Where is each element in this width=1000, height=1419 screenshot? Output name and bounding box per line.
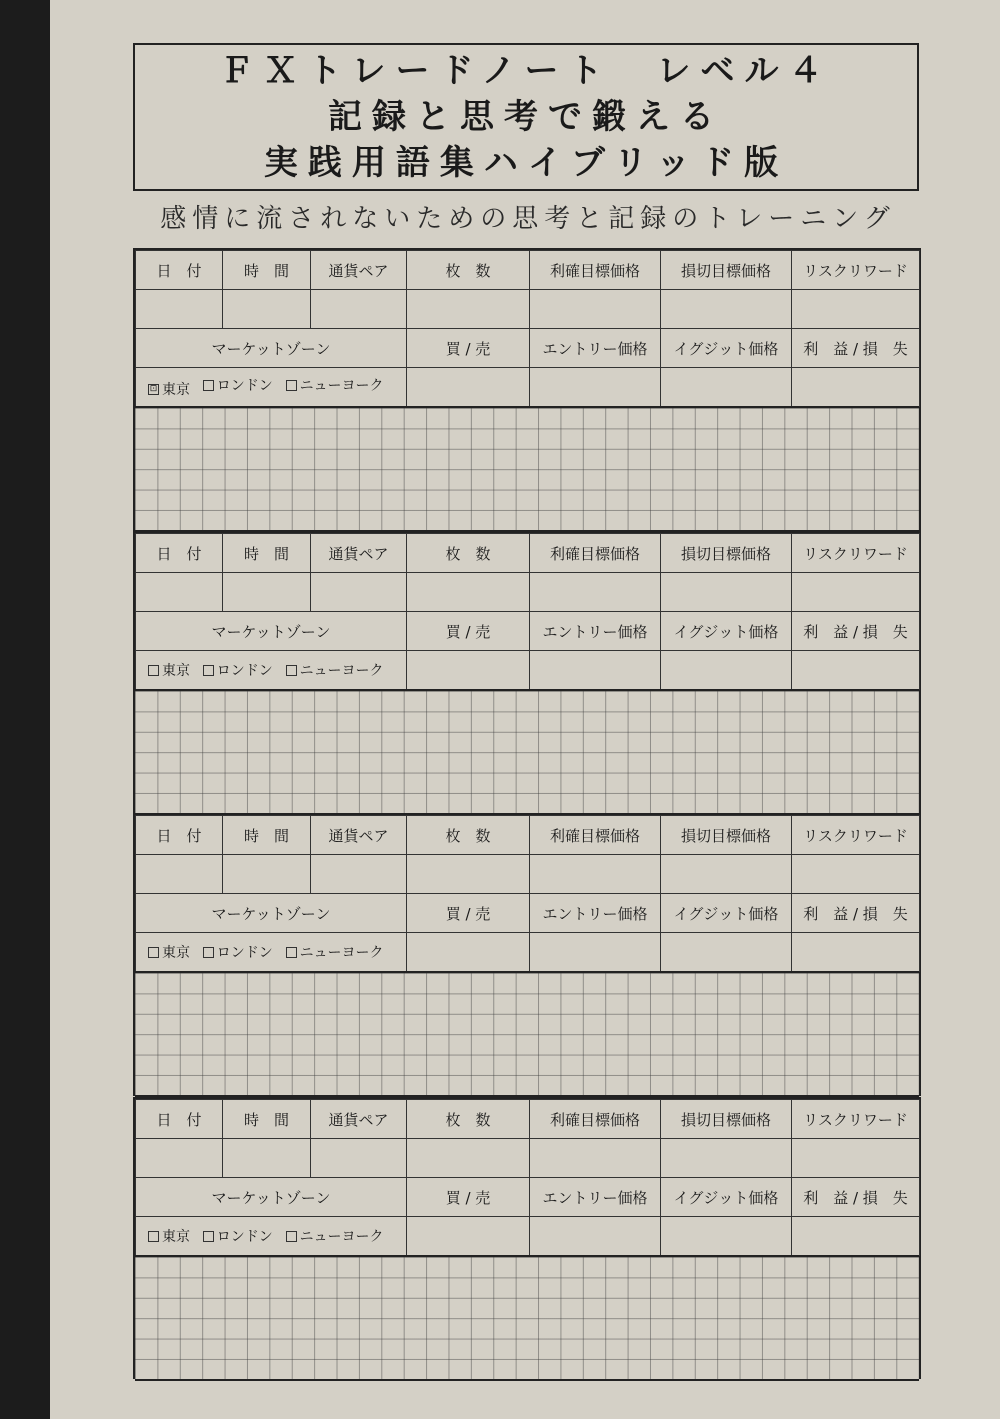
risk-reward-field[interactable] [792, 573, 920, 612]
trade-form-table [135, 250, 920, 407]
entry-price-field[interactable] [530, 933, 661, 972]
checkbox-icon[interactable] [286, 1231, 297, 1242]
risk-reward-header: リスクリワード [792, 1100, 920, 1139]
exit-price-header: イグジット価格 [661, 894, 792, 933]
zone-label: ロンドン [216, 945, 273, 961]
trade-entry-block [133, 531, 921, 814]
value-row [136, 290, 920, 329]
profit-loss-header: 利 益 / 損 失 [792, 894, 920, 933]
trade-form-table [135, 1099, 920, 1256]
market-zone-header: マーケットゾーン [136, 612, 407, 651]
value-row [136, 1139, 920, 1178]
profit-loss-header: 利 益 / 損 失 [792, 1178, 920, 1217]
trade-form-table [135, 815, 920, 972]
date-field[interactable] [136, 1139, 223, 1178]
stop-loss-field[interactable] [661, 573, 792, 612]
checkbox-icon[interactable] [203, 947, 214, 958]
zone-tokyo[interactable] [148, 379, 190, 399]
subtitle: 感情に流されないための思考と記録のトレーニング [160, 204, 896, 234]
date-field[interactable] [136, 573, 223, 612]
zone-label: ニューヨーク [299, 1229, 384, 1245]
entry-price-field[interactable] [530, 651, 661, 690]
value-row-2 [136, 651, 920, 690]
profit-loss-field[interactable] [792, 368, 920, 407]
date-header: 日 付 [136, 251, 223, 290]
lots-header: 枚 数 [407, 534, 530, 573]
stop-loss-field[interactable] [661, 290, 792, 329]
grid-notes-area[interactable] [135, 406, 919, 532]
exit-price-field[interactable] [661, 651, 792, 690]
exit-price-field[interactable] [661, 368, 792, 407]
title-line-2: 記録と思考で鍛える [328, 97, 724, 137]
zone-label: 東京 [162, 663, 190, 679]
profit-loss-field[interactable] [792, 933, 920, 972]
date-header: 日 付 [136, 816, 223, 855]
entry-price-field[interactable] [530, 368, 661, 407]
checkbox-icon[interactable]: ⊡ [149, 383, 158, 394]
title-line-3: 実践用語集ハイブリッド版 [263, 143, 789, 183]
zone-tokyo[interactable] [148, 660, 190, 680]
take-profit-header: 利確目標価格 [530, 534, 661, 573]
market-zone-options [136, 368, 407, 407]
header-row-2 [136, 894, 920, 933]
time-field[interactable] [223, 573, 311, 612]
market-zone-header: マーケットゾーン [136, 894, 407, 933]
stop-loss-header: 損切目標価格 [661, 251, 792, 290]
zone-label: 東京 [162, 382, 190, 398]
currency-pair-field[interactable] [311, 573, 407, 612]
date-field[interactable] [136, 855, 223, 894]
lots-field[interactable] [407, 290, 530, 329]
header-row-2 [136, 329, 920, 368]
buy-sell-header: 買 / 売 [407, 894, 530, 933]
risk-reward-header: リスクリワード [792, 534, 920, 573]
time-header: 時 間 [223, 1100, 311, 1139]
buy-sell-field[interactable] [407, 368, 530, 407]
header-row-2 [136, 1178, 920, 1217]
stop-loss-field[interactable] [661, 855, 792, 894]
exit-price-header: イグジット価格 [661, 329, 792, 368]
date-header: 日 付 [136, 534, 223, 573]
market-zone-header: マーケットゾーン [136, 1178, 407, 1217]
zone-label: ロンドン [216, 1229, 273, 1245]
entry-price-field[interactable] [530, 1217, 661, 1256]
checkbox-icon[interactable] [148, 947, 159, 958]
exit-price-header: イグジット価格 [661, 612, 792, 651]
lots-header: 枚 数 [407, 251, 530, 290]
currency-pair-header: 通貨ペア [311, 251, 407, 290]
stop-loss-header: 損切目標価格 [661, 816, 792, 855]
time-header: 時 間 [223, 534, 311, 573]
profit-loss-header: 利 益 / 損 失 [792, 612, 920, 651]
zone-london[interactable] [203, 1226, 273, 1246]
date-header: 日 付 [136, 1100, 223, 1139]
lots-field[interactable] [407, 573, 530, 612]
currency-pair-header: 通貨ペア [311, 816, 407, 855]
checkbox-icon[interactable] [203, 665, 214, 676]
market-zone-options [136, 1217, 407, 1256]
zone-label: ニューヨーク [299, 945, 384, 961]
zone-newyork[interactable] [286, 1226, 384, 1246]
zone-label: ニューヨーク [299, 378, 384, 394]
take-profit-field[interactable] [530, 1139, 661, 1178]
entry-price-header: エントリー価格 [530, 612, 661, 651]
checkbox-icon[interactable] [203, 380, 214, 391]
trade-entry-block [133, 1097, 921, 1379]
buy-sell-field[interactable] [407, 651, 530, 690]
market-zone-options [136, 933, 407, 972]
currency-pair-field[interactable] [311, 855, 407, 894]
header-row [136, 534, 920, 573]
time-field[interactable] [223, 855, 311, 894]
risk-reward-header: リスクリワード [792, 816, 920, 855]
grid-notes-area[interactable] [135, 689, 919, 815]
value-row-2 [136, 933, 920, 972]
take-profit-field[interactable] [530, 573, 661, 612]
value-row [136, 855, 920, 894]
stop-loss-field[interactable] [661, 1139, 792, 1178]
checkbox-icon[interactable] [286, 947, 297, 958]
checkbox-icon[interactable] [148, 1231, 159, 1242]
trade-entry-block [133, 813, 921, 1096]
profit-loss-field[interactable] [792, 651, 920, 690]
market-zone-header: マーケットゾーン [136, 329, 407, 368]
zone-label: 東京 [162, 1229, 190, 1245]
currency-pair-header: 通貨ペア [311, 1100, 407, 1139]
currency-pair-field[interactable] [311, 1139, 407, 1178]
zone-london[interactable] [203, 660, 273, 680]
value-row-2 [136, 368, 920, 407]
time-header: 時 間 [223, 251, 311, 290]
lots-field[interactable] [407, 1139, 530, 1178]
entry-price-header: エントリー価格 [530, 329, 661, 368]
lots-field[interactable] [407, 855, 530, 894]
take-profit-field[interactable] [530, 290, 661, 329]
buy-sell-field[interactable] [407, 933, 530, 972]
entry-price-header: エントリー価格 [530, 894, 661, 933]
trade-form-table [135, 533, 920, 690]
take-profit-header: 利確目標価格 [530, 816, 661, 855]
book-spine [0, 0, 50, 1419]
header-row-2 [136, 612, 920, 651]
zone-label: ロンドン [216, 378, 273, 394]
header-row [136, 1100, 920, 1139]
buy-sell-field[interactable] [407, 1217, 530, 1256]
exit-price-field[interactable] [661, 1217, 792, 1256]
time-field[interactable] [223, 1139, 311, 1178]
take-profit-header: 利確目標価格 [530, 251, 661, 290]
profit-loss-field[interactable] [792, 1217, 920, 1256]
entry-price-header: エントリー価格 [530, 1178, 661, 1217]
grid-notes-area[interactable] [135, 1255, 919, 1381]
take-profit-header: 利確目標価格 [530, 1100, 661, 1139]
zone-london[interactable] [203, 375, 273, 395]
profit-loss-header: 利 益 / 損 失 [792, 329, 920, 368]
time-header: 時 間 [223, 816, 311, 855]
exit-price-header: イグジット価格 [661, 1178, 792, 1217]
exit-price-field[interactable] [661, 933, 792, 972]
risk-reward-field[interactable] [792, 290, 920, 329]
trade-entry-block [133, 248, 921, 531]
zone-tokyo[interactable] [148, 942, 190, 962]
stop-loss-header: 損切目標価格 [661, 1100, 792, 1139]
header-row [136, 251, 920, 290]
buy-sell-header: 買 / 売 [407, 329, 530, 368]
title-line-1: ＦＸトレードノート レベル４ [219, 51, 833, 91]
stop-loss-header: 損切目標価格 [661, 534, 792, 573]
lots-header: 枚 数 [407, 816, 530, 855]
value-row [136, 573, 920, 612]
checkbox-icon[interactable] [286, 380, 297, 391]
zone-tokyo[interactable] [148, 1226, 190, 1246]
risk-reward-field[interactable] [792, 855, 920, 894]
checkbox-icon[interactable] [286, 665, 297, 676]
risk-reward-header: リスクリワード [792, 251, 920, 290]
currency-pair-field[interactable] [311, 290, 407, 329]
take-profit-field[interactable] [530, 855, 661, 894]
zone-newyork[interactable] [286, 375, 384, 395]
date-field[interactable] [136, 290, 223, 329]
time-field[interactable] [223, 290, 311, 329]
market-zone-options [136, 651, 407, 690]
lots-header: 枚 数 [407, 1100, 530, 1139]
header-row [136, 816, 920, 855]
zone-newyork[interactable] [286, 942, 384, 962]
zone-label: ロンドン [216, 663, 273, 679]
currency-pair-header: 通貨ペア [311, 534, 407, 573]
risk-reward-field[interactable] [792, 1139, 920, 1178]
zone-label: 東京 [162, 945, 190, 961]
zone-london[interactable] [203, 942, 273, 962]
value-row-2 [136, 1217, 920, 1256]
buy-sell-header: 買 / 売 [407, 612, 530, 651]
zone-label: ニューヨーク [299, 663, 384, 679]
checkbox-icon[interactable] [148, 665, 159, 676]
checkbox-icon[interactable] [203, 1231, 214, 1242]
grid-notes-area[interactable] [135, 971, 919, 1097]
buy-sell-header: 買 / 売 [407, 1178, 530, 1217]
zone-newyork[interactable] [286, 660, 384, 680]
title-box [133, 43, 919, 191]
